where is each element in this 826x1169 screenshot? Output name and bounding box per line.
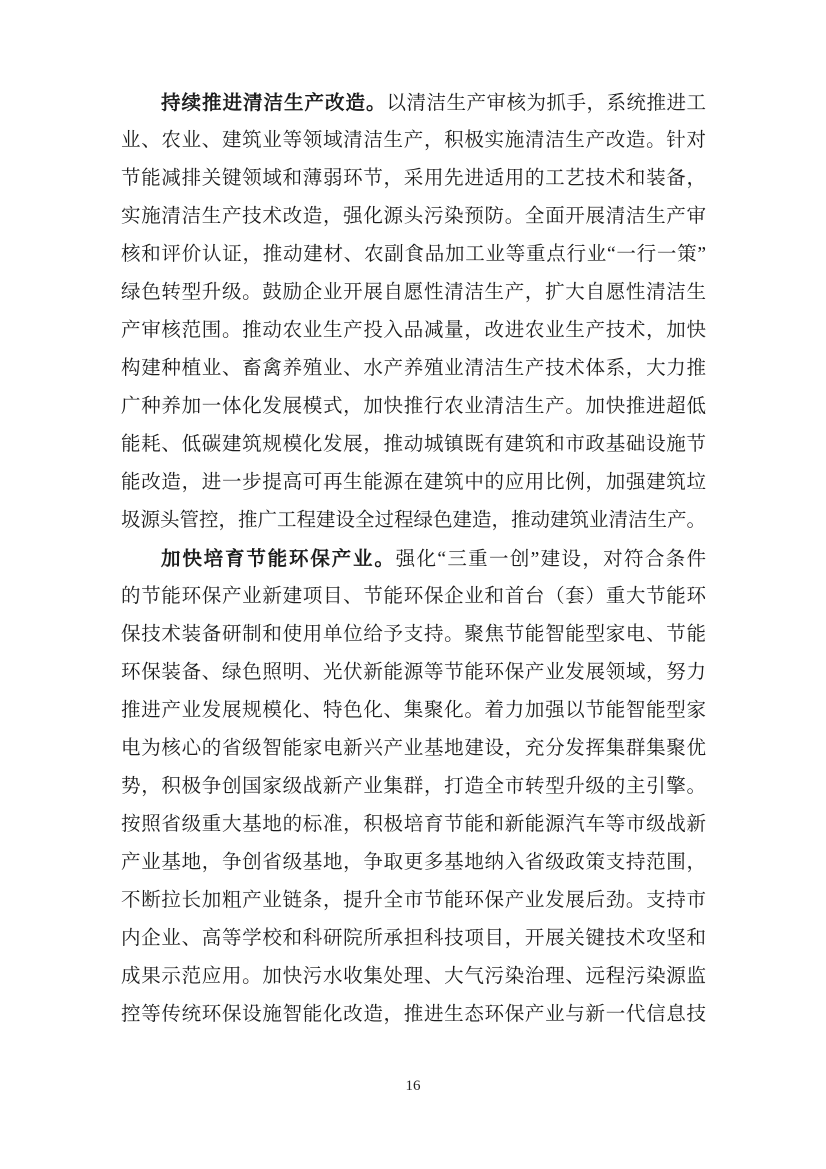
body-line: 节能减排关键领域和薄弱环节，采用先进适用的工艺技术和装备， xyxy=(121,168,706,189)
body-line: 推进产业发展规模化、特色化、集聚化。着力加强以节能智能型家 xyxy=(121,700,706,721)
paragraph-2-first-line-text: 强化“三重一创”建设，对符合条件 xyxy=(395,549,706,570)
body-line: 能耗、低碳建筑规模化发展，推动城镇既有建筑和市政基础设施节 xyxy=(121,434,706,455)
body-line: 环保装备、绿色照明、光伏新能源等节能环保产业发展领域，努力 xyxy=(121,662,706,683)
body-line: 实施清洁生产技术改造，强化源头污染预防。全面开展清洁生产审 xyxy=(121,206,706,227)
body-line: 的节能环保产业新建项目、节能环保企业和首台（套）重大节能环 xyxy=(121,586,706,607)
paragraph-2-heading: 加快培育节能环保产业。 xyxy=(161,548,396,570)
body-line: 不断拉长加粗产业链条，提升全市节能环保产业发展后劲。支持市 xyxy=(121,890,706,911)
body-line: 成果示范应用。加快污水收集处理、大气污染治理、远程污染源监 xyxy=(121,966,706,987)
paragraph-1-first-line xyxy=(121,84,706,122)
body-line: 广种养加一体化发展模式，加快推行农业清洁生产。加快推进超低 xyxy=(121,396,706,417)
page-number: 16 xyxy=(405,1078,421,1094)
body-line: 绿色转型升级。鼓励企业开展自愿性清洁生产，扩大自愿性清洁生 xyxy=(121,282,706,303)
body-line: 势，积极争创国家级战新产业集群，打造全市转型升级的主引擎。 xyxy=(121,776,706,797)
body-line: 保技术装备研制和使用单位给予支持。聚焦节能智能型家电、节能 xyxy=(121,624,706,645)
body-text xyxy=(121,84,706,1034)
body-line: 产审核范围。推动农业生产投入品减量，改进农业生产技术，加快 xyxy=(121,320,706,341)
body-line: 业、农业、建筑业等领域清洁生产，积极实施清洁生产改造。针对 xyxy=(121,130,706,151)
body-line: 核和评价认证，推动建材、农副食品加工业等重点行业“一行一策” xyxy=(121,244,706,265)
body-line: 产业基地，争创省级基地，争取更多基地纳入省级政策支持范围， xyxy=(121,852,706,873)
body-line: 内企业、高等学校和科研院所承担科技项目，开展关键技术攻坚和 xyxy=(121,928,706,949)
body-line: 圾源头管控，推广工程建设全过程绿色建造，推动建筑业清洁生产。 xyxy=(121,510,707,531)
paragraph-1-first-line-text: 以清洁生产审核为抓手，系统推进工 xyxy=(386,93,706,114)
body-line: 构建种植业、畜禽养殖业、水产养殖业清洁生产技术体系，大力推 xyxy=(121,358,706,379)
body-line: 电为核心的省级智能家电新兴产业基地建设，充分发挥集群集聚优 xyxy=(121,738,706,759)
paragraph-1-heading: 持续推进清洁生产改造。 xyxy=(161,92,387,114)
paragraph-2-first-line xyxy=(121,540,706,578)
body-line: 能改造，进一步提高可再生能源在建筑中的应用比例，加强建筑垃 xyxy=(121,472,706,493)
body-line: 控等传统环保设施智能化改造，推进生态环保产业与新一代信息技 xyxy=(121,1004,706,1025)
body-line: 按照省级重大基地的标准，积极培育节能和新能源汽车等市级战新 xyxy=(121,814,706,835)
